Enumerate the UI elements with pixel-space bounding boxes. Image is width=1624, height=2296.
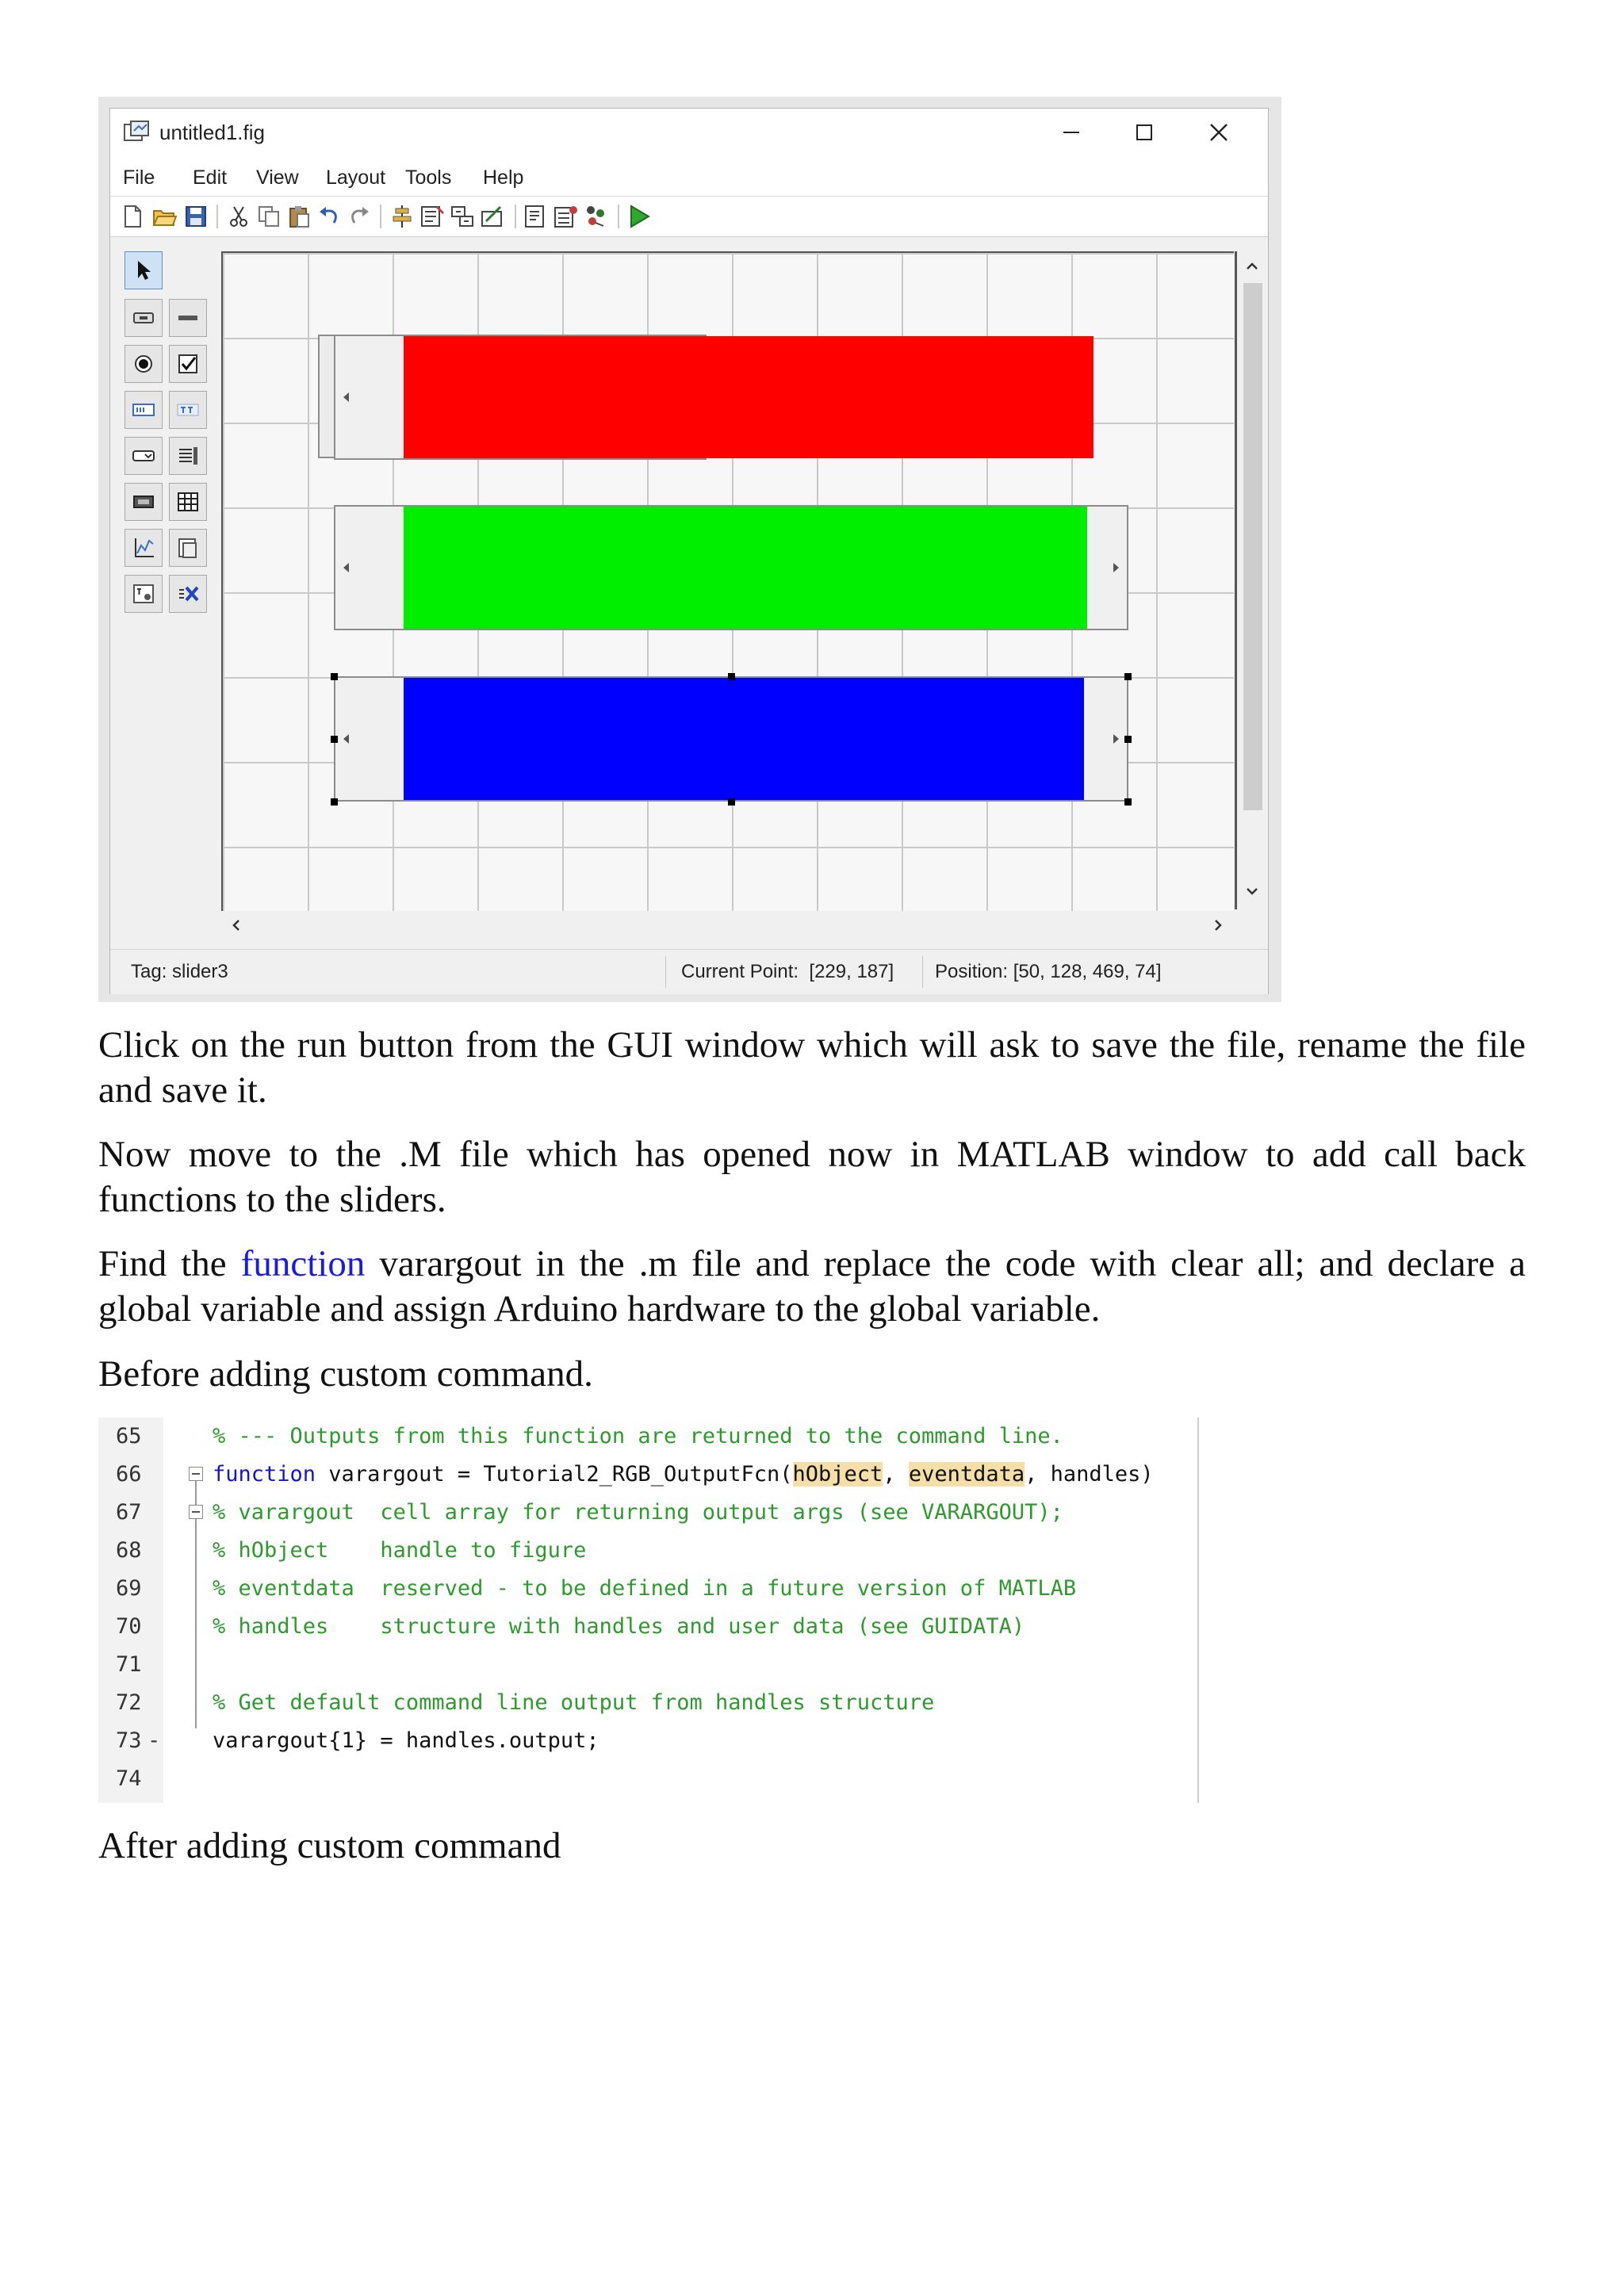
paragraph-before-custom-command: Before adding custom command. [98,1353,593,1395]
run-figure-icon[interactable] [626,204,651,229]
slider-left-arrow-icon [343,392,349,402]
code-comment: % handles structure with handles and user data (see GUIDATA) [213,1614,1025,1639]
function-link[interactable]: function [240,1243,366,1284]
code-line [98,1456,1197,1494]
selection-handle[interactable] [331,673,338,680]
popup-menu-tool[interactable] [124,437,163,475]
maximize-button[interactable] [1113,115,1176,150]
guide-window [109,108,1269,994]
code-text [213,1462,1154,1487]
toolbar-separator [515,205,516,228]
breakpoint-dash[interactable]: - [147,1728,161,1753]
toolbar-separator [380,205,381,228]
property-inspector-icon[interactable] [553,204,578,229]
selection-handle[interactable] [1124,798,1132,806]
selection-handle[interactable] [1124,736,1132,743]
code-line [98,1684,1197,1722]
component-palette [110,237,221,908]
slider-green[interactable] [334,505,1128,630]
menu-editor-icon[interactable] [419,204,445,229]
toggle-button-tool[interactable] [124,483,163,521]
cut-icon[interactable] [226,204,251,229]
line-number: 66 [116,1462,142,1487]
radio-button-tool[interactable] [124,345,163,383]
code-text: varargout = Tutorial2_RGB_OutputFcn( [316,1462,793,1487]
radio-button-icon [132,352,155,376]
line-number: 70 [116,1614,142,1639]
toolbar-separator [618,205,619,228]
code-comment: % varargout cell array for returning output args (see VARARGOUT); [213,1500,1063,1525]
redo-icon[interactable] [347,204,372,229]
code-text: varargout{1} = handles.output; [213,1728,599,1753]
paste-icon[interactable] [286,204,312,229]
slider-red-fill [404,336,1094,458]
menu-help[interactable]: Help [483,166,524,189]
figure-file-icon [123,120,150,144]
selection-handle[interactable] [728,798,735,806]
align-objects-icon[interactable] [389,204,415,229]
guide-screenshot [98,97,1281,1002]
line-number: 72 [116,1690,142,1715]
menu-view[interactable]: View [256,166,299,189]
paragraph-text: varargout in the .m file and replace the code with clear all; and declare a global variable and assign Arduino hardware to the global variable. [98,1243,1526,1330]
listbox-tool[interactable] [169,437,207,475]
code-highlight: hObject [792,1462,883,1487]
toolbar-editor-icon[interactable] [480,204,505,229]
close-button[interactable] [1187,115,1251,150]
code-comment: % hObject handle to figure [213,1538,587,1563]
vertical-scroll-thumb[interactable] [1243,283,1262,810]
activex-control-tool[interactable] [169,575,207,613]
code-line [98,1608,1197,1646]
static-text-icon [176,398,200,422]
line-number: 67 [116,1500,142,1525]
layout-canvas[interactable] [221,251,1234,911]
paragraph-run-button: Click on the run button from the GUI window which will ask to save the file, rename the file and save it. [98,1024,1526,1111]
slider-right-arrow-icon [1113,734,1119,744]
listbox-icon [176,444,200,468]
paragraph-after-custom-command: After adding custom command [98,1825,561,1866]
code-line [98,1532,1197,1570]
selection-handle[interactable] [331,798,338,806]
toggle-button-icon [132,490,155,514]
table-icon [176,490,200,514]
slider-left-arrow-icon [343,734,349,744]
code-line [98,1646,1197,1684]
status-current-point: Current Point: [229, 187] [681,961,894,982]
code-line [98,1760,1197,1798]
edit-text-tool[interactable] [124,391,163,429]
window-title: untitled1.fig [159,121,265,144]
code-line [98,1418,1197,1456]
slider-right-arrow-icon [1113,563,1119,572]
close-icon [1208,122,1229,143]
popup-menu-icon [132,444,155,468]
title-bar [110,109,1268,156]
copy-icon[interactable] [256,204,282,229]
slider-blue-fill [404,678,1084,800]
menu-tools[interactable]: Tools [405,166,452,189]
axes-tool[interactable] [124,529,163,567]
toolbar [110,197,1268,237]
undo-icon[interactable] [316,204,342,229]
scroll-down-icon[interactable] [1243,882,1261,900]
status-bar [110,949,1268,994]
table-tool[interactable] [169,483,207,521]
line-number: 73 [116,1728,142,1753]
code-highlight: eventdata [908,1462,1025,1487]
slider-tool[interactable] [169,299,207,337]
code-line [98,1722,1197,1760]
vertical-scrollbar[interactable] [1235,251,1267,909]
save-icon[interactable] [183,204,209,229]
menu-layout[interactable]: Layout [326,166,386,189]
status-tag: Tag: slider3 [131,961,228,982]
code-text: , handles) [1025,1462,1154,1487]
check-box-tool[interactable] [169,345,207,383]
code-comment: % Get default command line output from handles structure [213,1690,935,1715]
line-number: 69 [116,1576,142,1601]
slider-left-arrow-icon [343,563,349,572]
tab-order-icon[interactable] [450,204,475,229]
maximize-icon [1135,123,1154,142]
menu-edit[interactable]: Edit [193,166,228,189]
panel-icon [176,536,200,560]
code-editor-snippet [98,1418,1199,1803]
paragraph-text: Find the [98,1243,241,1284]
toolbar-separator [216,205,218,228]
select-tool[interactable] [124,251,163,289]
scroll-up-icon[interactable] [1243,258,1261,275]
axes-icon [132,536,155,560]
status-position: Position: [50, 128, 469, 74] [935,961,1162,982]
activex-control-icon [176,582,200,606]
button-group-tool[interactable] [124,575,163,613]
slider-blue[interactable] [334,676,1128,802]
fold-collapse-icon[interactable] [189,1505,203,1519]
horizontal-scrollbar[interactable] [221,911,1235,939]
slider-red[interactable] [334,335,707,460]
selection-handle[interactable] [331,736,338,743]
line-number: 74 [116,1766,142,1791]
slider-icon [176,306,200,330]
line-number: 65 [116,1424,142,1448]
check-box-icon [176,352,200,376]
select-pointer-icon [132,258,155,282]
menu-bar [110,156,1268,197]
edit-text-icon [132,398,155,422]
status-separator [922,956,923,988]
scroll-right-icon[interactable] [1209,916,1227,934]
fold-collapse-icon[interactable] [189,1467,203,1481]
object-browser-icon[interactable] [583,204,608,229]
paragraph-find-function [98,1242,1526,1332]
code-line [98,1494,1197,1532]
open-folder-icon[interactable] [151,204,177,229]
button-group-icon [132,582,155,606]
minimize-button[interactable] [1040,115,1103,150]
scroll-left-icon[interactable] [228,916,245,934]
panel-tool[interactable] [169,529,207,567]
selection-handle[interactable] [1124,673,1132,680]
code-text: , [883,1462,909,1487]
code-line [98,1570,1197,1608]
minimize-icon [1062,123,1081,142]
static-text-tool[interactable] [169,391,207,429]
editor-icon[interactable] [523,204,548,229]
slider-green-fill [404,507,1087,629]
push-button-tool[interactable] [124,299,163,337]
push-button-icon [132,306,155,330]
status-separator [665,956,666,988]
menu-file[interactable]: File [123,166,155,189]
line-number: 68 [116,1538,142,1563]
code-keyword: function [213,1462,316,1487]
new-file-icon[interactable] [120,204,145,229]
code-comment: % eventdata reserved - to be defined in a future version of MATLAB [213,1576,1077,1601]
paragraph-move-to-m-file: Now move to the .M file which has opened now in MATLAB window to add call back functions to the sliders. [98,1134,1526,1220]
code-comment: % --- Outputs from this function are returned to the command line. [213,1424,1063,1448]
line-number: 71 [116,1652,142,1677]
selection-handle[interactable] [728,673,735,680]
